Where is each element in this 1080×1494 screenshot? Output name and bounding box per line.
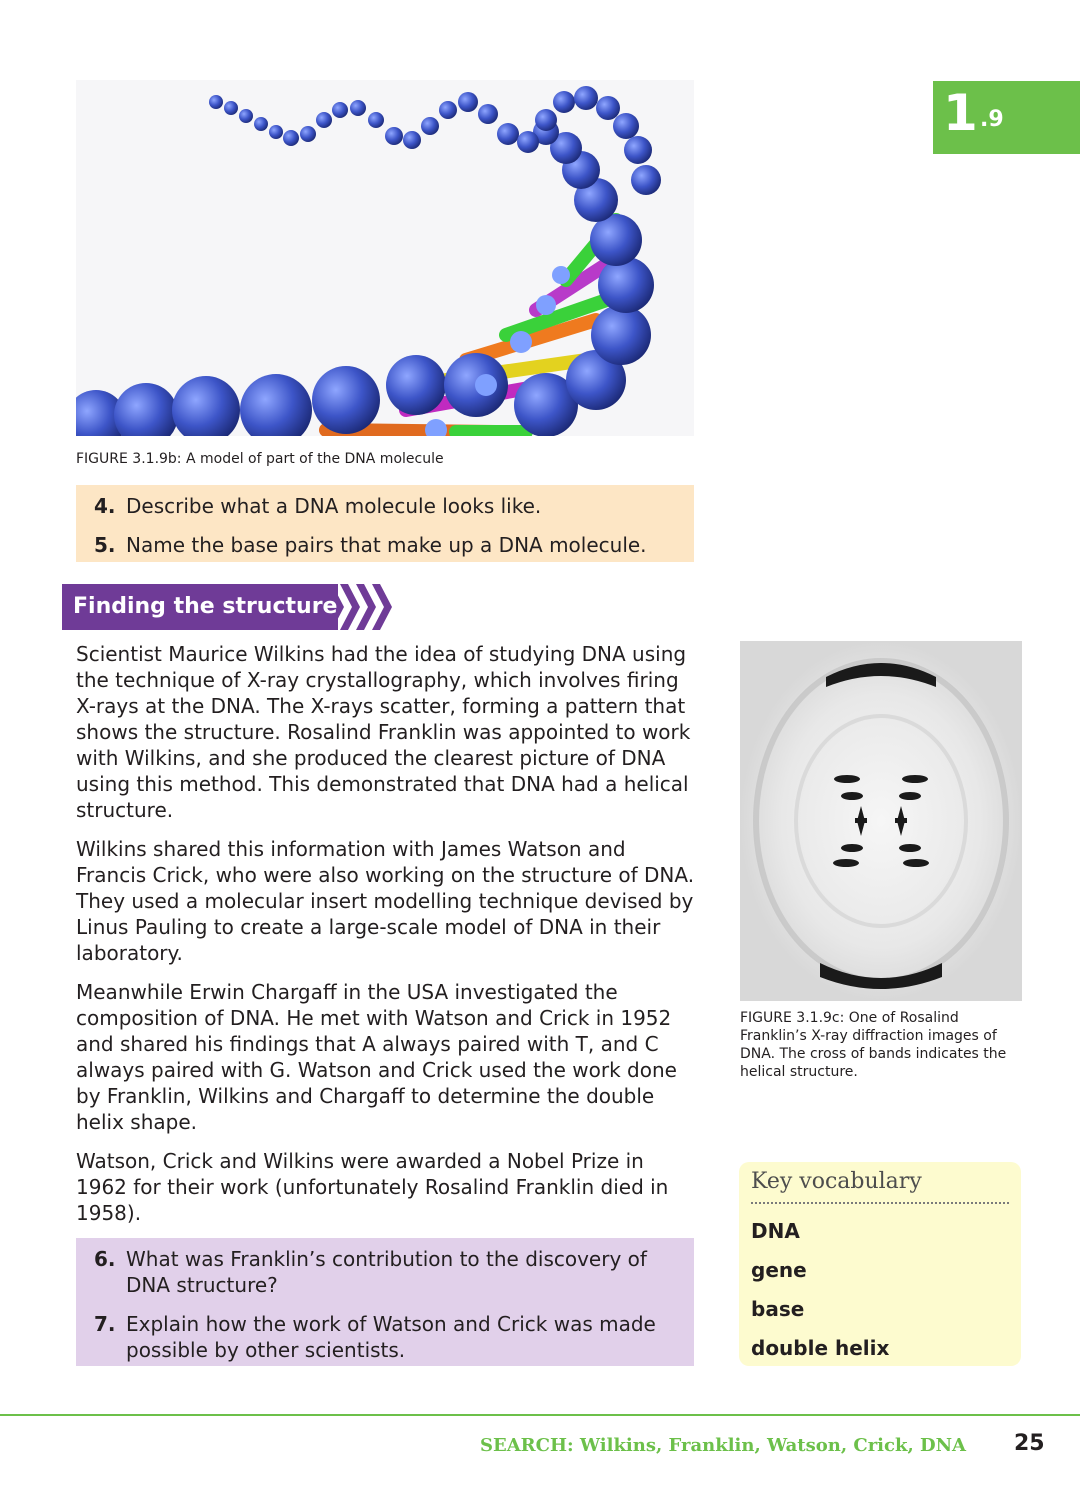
question-number: 4. <box>94 494 116 518</box>
vocab-term: double helix <box>751 1336 890 1360</box>
question-number: 5. <box>94 533 116 557</box>
key-vocabulary-box <box>739 1162 1021 1366</box>
questions-box-bottom <box>76 1238 694 1366</box>
chapter-tab <box>933 81 1080 154</box>
dna-helix-illustration <box>76 80 694 436</box>
chapter-number: 1 <box>943 84 978 142</box>
section-heading <box>62 584 402 630</box>
key-vocabulary-title: Key vocabulary <box>751 1169 922 1194</box>
paragraph: Meanwhile Erwin Chargaff in the USA investigated the composition of DNA. He met with Watson and Crick in 1952 and shared his findings that A always paired with T, and C always paired with G. Watson and Crick used the work done by Franklin, Wilkins and Chargaff to determine the double helix shape. <box>76 980 677 1134</box>
paragraph: Scientist Maurice Wilkins had the idea of studying DNA using the technique of X-ray crystallography, which involves firing X-rays at the DNA. The X-rays scatter, forming a pattern that shows the structure. Rosalind Franklin was appointed to work with Wilkins, and she produced the clearest picture of DNA using this method. This demonstrated that DNA had a helical structure. <box>76 642 691 822</box>
xray-figure-caption: FIGURE 3.1.9c: One of Rosalind Franklin’s X-ray diffraction images of DNA. The cross of bands indicates the helical structure. <box>740 1010 1007 1080</box>
search-terms: SEARCH: Wilkins, Franklin, Watson, Crick, DNA <box>480 1435 967 1456</box>
dna-model-image <box>76 80 694 436</box>
vocab-term: DNA <box>751 1219 800 1243</box>
vocab-term: gene <box>751 1258 807 1282</box>
question-text: Name the base pairs that make up a DNA molecule. <box>126 533 647 557</box>
section-heading-text: Finding the structure <box>73 594 338 619</box>
dna-figure-caption: FIGURE 3.1.9b: A model of part of the DNA molecule <box>76 451 444 467</box>
question-text: Explain how the work of Watson and Crick was made possible by other scientists. <box>126 1312 656 1362</box>
question-item <box>94 1311 676 1363</box>
question-item <box>94 1246 676 1298</box>
xray-diffraction-image <box>740 641 1022 1001</box>
xray-pattern-illustration <box>740 641 1022 1001</box>
question-number: 6. <box>94 1247 116 1271</box>
question-text: What was Franklin’s contribution to the discovery of DNA structure? <box>126 1247 647 1297</box>
page-number: 25 <box>1014 1431 1045 1456</box>
question-number: 7. <box>94 1312 116 1336</box>
question-item <box>94 493 676 519</box>
question-text: Describe what a DNA molecule looks like. <box>126 494 542 518</box>
footer-divider <box>0 1414 1080 1416</box>
paragraph: Wilkins shared this information with James Watson and Francis Crick, who were also working on the structure of DNA. They used a molecular insert modelling technique devised by Linus Pauling to create a large-scale model of DNA in their laboratory. <box>76 837 695 965</box>
vocab-term: base <box>751 1297 805 1321</box>
paragraph: Watson, Crick and Wilkins were awarded a Nobel Prize in 1962 for their work (unfortunately Rosalind Franklin died in 1958). <box>76 1149 669 1225</box>
question-item <box>94 532 676 558</box>
lesson-number: .9 <box>980 107 1004 132</box>
vocab-divider <box>751 1202 1009 1204</box>
questions-box-top <box>76 485 694 562</box>
body-text <box>76 641 696 1239</box>
